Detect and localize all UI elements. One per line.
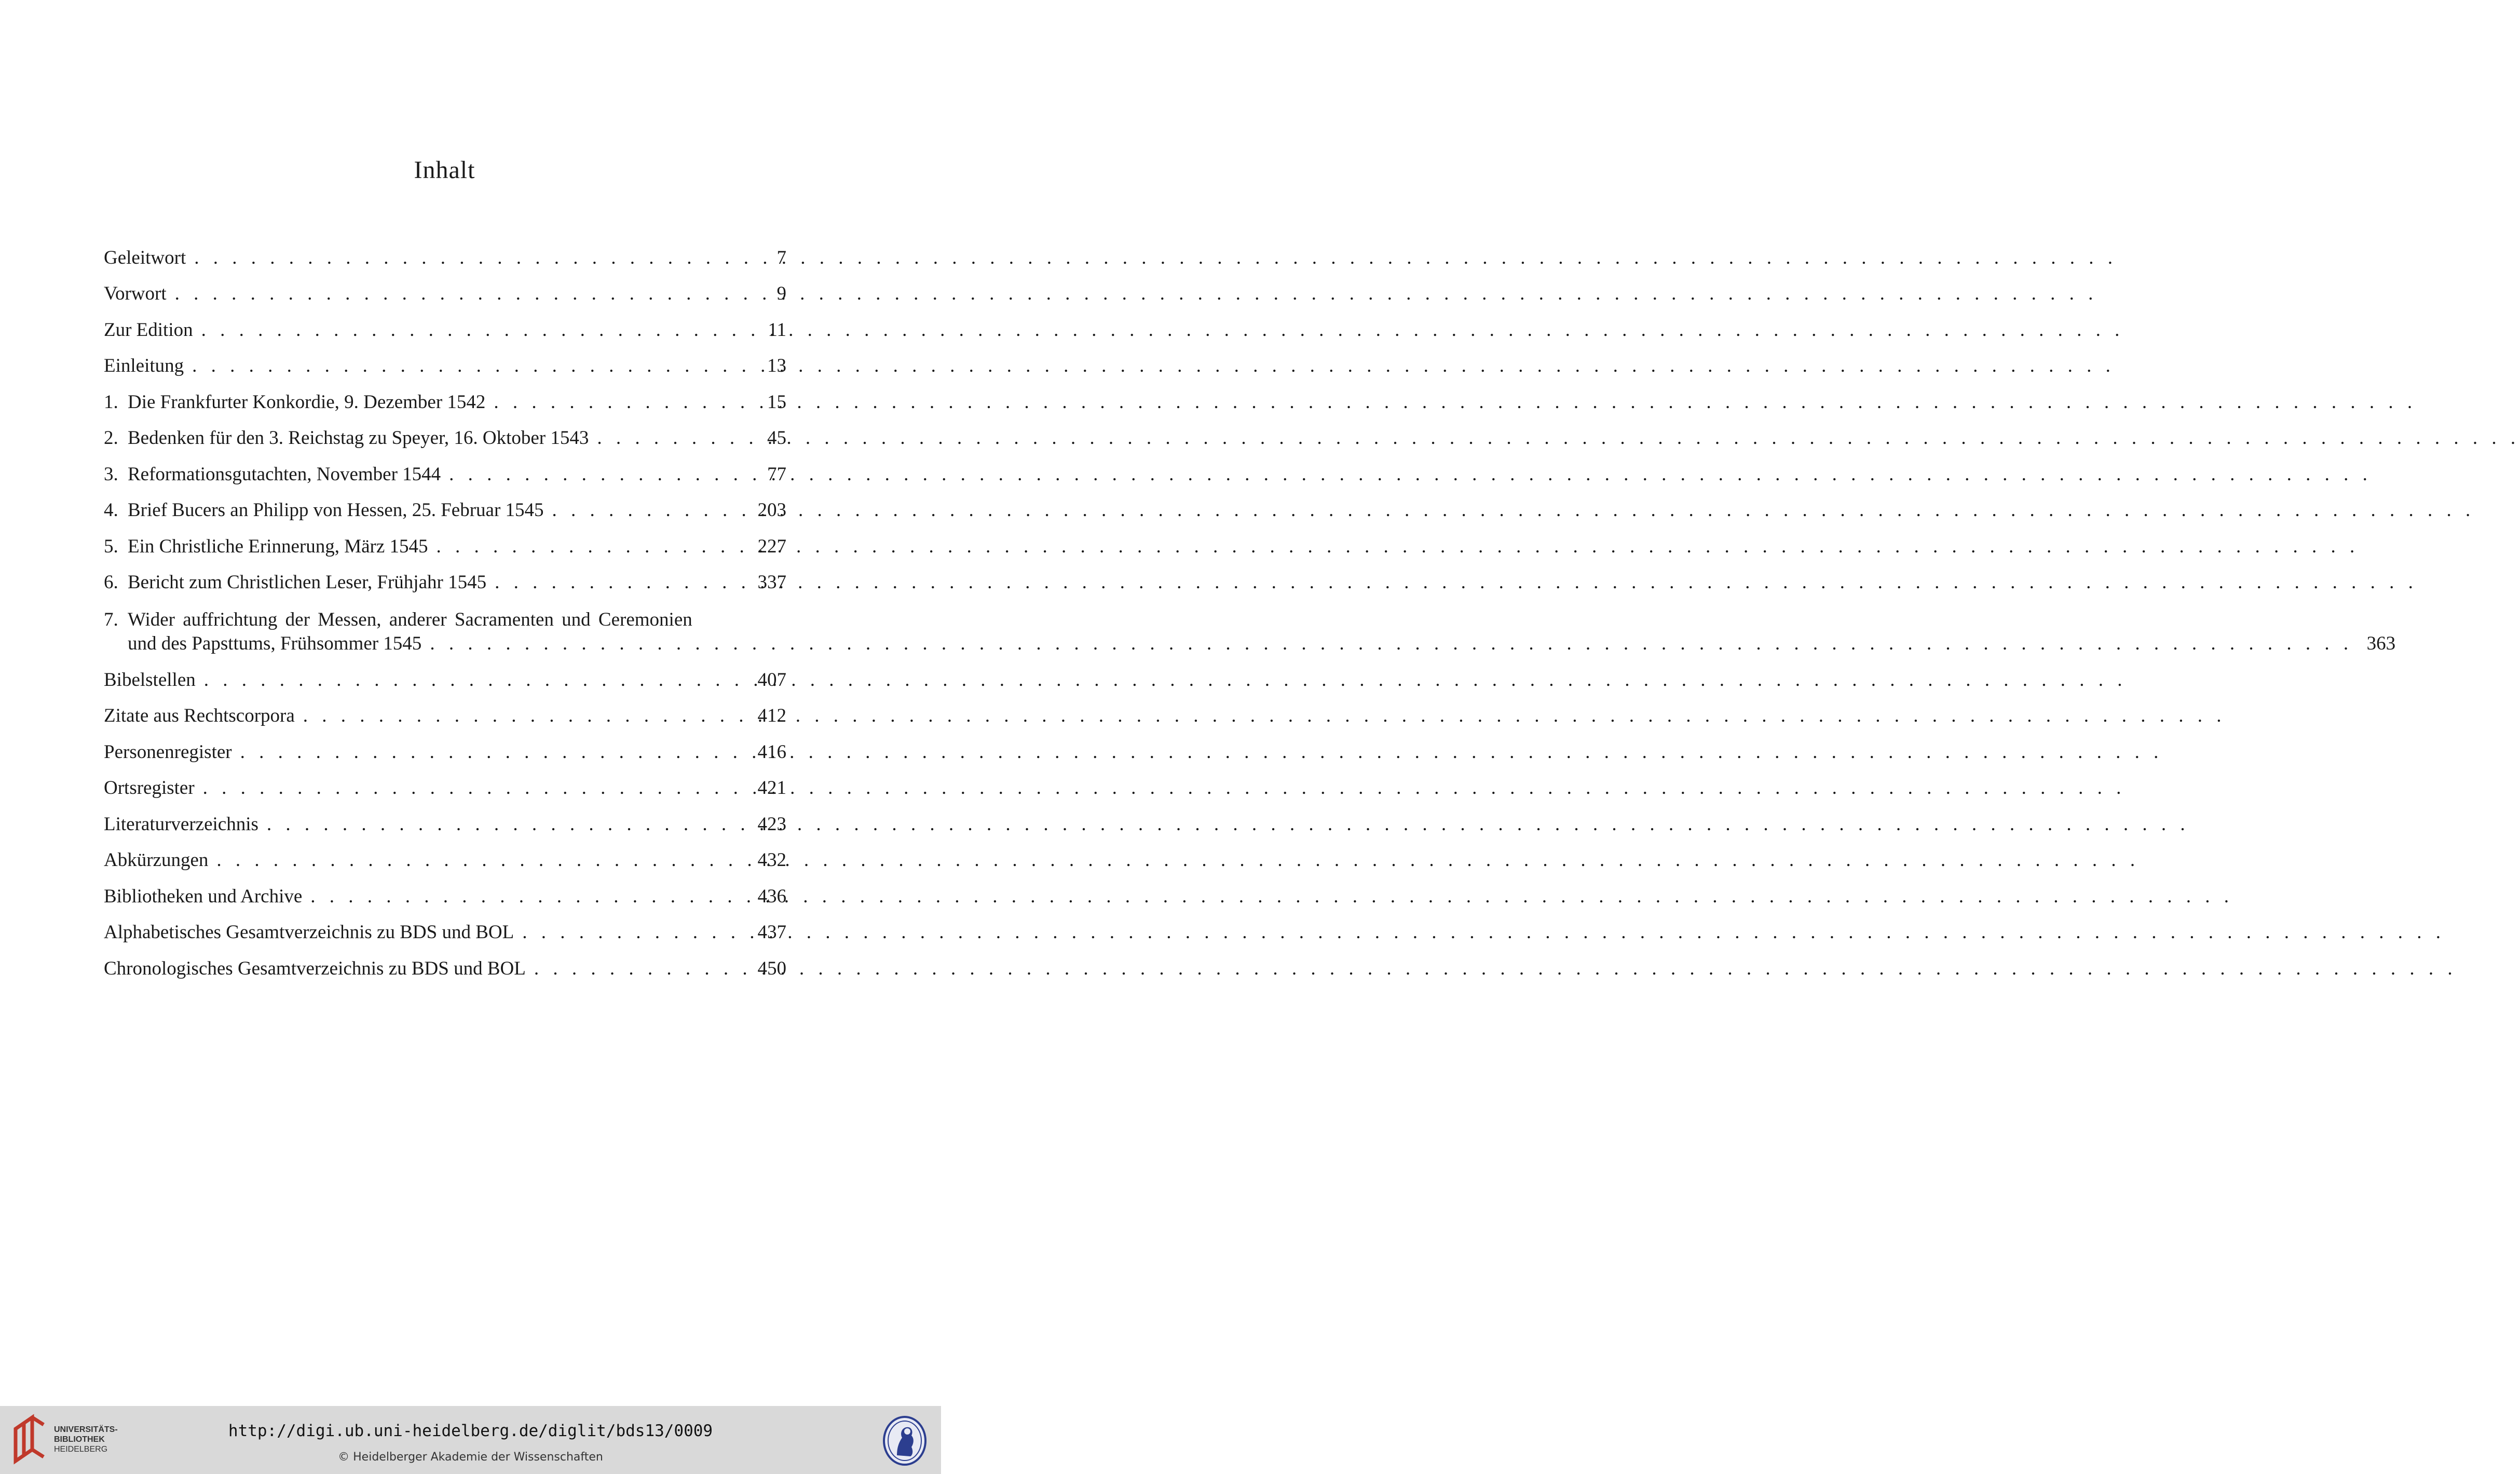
toc-entry-text: Personenregister	[104, 741, 232, 763]
toc-chapter-number: 2.	[104, 427, 118, 449]
toc-entry-text: Zur Edition	[104, 319, 193, 341]
toc-entry-text: Bibliotheken und Archive	[104, 885, 303, 907]
toc-page-number: 77	[767, 463, 786, 485]
toc-page-number: 9	[777, 283, 786, 304]
toc-entry-text: Ein Christliche Erinnerung, März 1545	[128, 535, 428, 557]
toc-entry-ortsregister[interactable]	[104, 764, 786, 801]
toc-entry-zitate[interactable]	[104, 692, 786, 728]
toc-page-number: 227	[757, 535, 786, 557]
toc-entry-chapter-1[interactable]	[104, 378, 786, 414]
library-name-line2: BIBLIOTHEK	[54, 1435, 105, 1444]
toc-page-number: 432	[757, 849, 786, 871]
toc-entry-vorwort[interactable]	[104, 270, 786, 306]
toc-entry-geleitwort[interactable]	[104, 234, 786, 270]
toc-entry-chapter-3[interactable]	[104, 450, 786, 486]
dot-leader	[267, 813, 744, 836]
dot-leader	[310, 885, 744, 909]
toc-entry-text: Alphabetisches Gesamtverzeichnis zu BDS und BOL	[104, 922, 514, 943]
academy-seal-icon[interactable]	[881, 1415, 928, 1467]
toc-page-number: 13	[767, 355, 786, 376]
toc-entry-text: Vorwort	[104, 283, 167, 304]
dot-leader	[597, 426, 744, 450]
toc-page-number: 437	[757, 922, 786, 943]
toc-entry-zur-edition[interactable]	[104, 306, 786, 342]
dot-leader	[303, 704, 744, 728]
toc-page-number: 11	[768, 319, 786, 341]
toc-chapter-number: 3.	[104, 463, 118, 485]
toc-entry-text: Einleitung	[104, 355, 184, 376]
toc-entry-text: Abkürzungen	[104, 849, 209, 871]
toc-entry-bibelstellen[interactable]	[104, 656, 786, 692]
dot-leader	[240, 740, 744, 764]
toc-entry-chapter-6[interactable]	[104, 559, 786, 595]
library-name-line3: HEIDELBERG	[54, 1445, 108, 1454]
toc-entry-chapter-5[interactable]	[104, 522, 786, 559]
toc-entry-text: Bericht zum Christlichen Leser, Frühjahr 1545	[128, 572, 487, 593]
dot-leader	[216, 848, 744, 872]
dot-leader	[495, 571, 744, 594]
dot-leader	[201, 318, 744, 342]
toc-page-number: 421	[757, 777, 786, 799]
toc-chapter-number: 1.	[104, 391, 118, 413]
dot-leader	[194, 246, 744, 270]
toc-entry-text-line2: und des Papsttums, Frühsommer 1545	[128, 633, 422, 654]
toc-entry-alphabetisches[interactable]	[104, 909, 786, 945]
page-title: Inhalt	[414, 156, 475, 184]
toc-entry-personenregister[interactable]	[104, 728, 786, 764]
dot-leader	[204, 668, 744, 692]
toc-entry-chronologisches[interactable]	[104, 944, 786, 981]
toc-entry-text: Bedenken für den 3. Reichstag zu Speyer, 16. Oktober 1543	[128, 427, 589, 449]
toc-entry-chapter-7[interactable]	[104, 594, 2396, 656]
toc-chapter-number: 5.	[104, 535, 118, 557]
toc-entry-chapter-4[interactable]	[104, 486, 786, 523]
toc-page-number: 15	[767, 391, 786, 413]
dot-leader	[430, 632, 2353, 656]
toc-entry-text: Die Frankfurter Konkordie, 9. Dezember 1542	[128, 391, 486, 413]
dot-leader	[534, 957, 744, 981]
toc-entry-bibliotheken[interactable]	[104, 872, 786, 909]
toc-entry-text: Reformationsgutachten, November 1544	[128, 463, 441, 485]
toc-entry-abkuerzungen[interactable]	[104, 836, 786, 873]
toc-entry-line2	[128, 632, 2359, 656]
toc-page-number: 450	[757, 957, 786, 979]
toc-chapter-number: 4.	[104, 499, 118, 521]
toc-page-number: 7	[777, 247, 786, 268]
toc-entry-text: Ortsregister	[104, 777, 195, 799]
dot-leader	[522, 921, 744, 944]
toc-entry-text: Geleitwort	[104, 247, 186, 268]
toc-page-number: 436	[757, 885, 786, 907]
toc-entry-chapter-2[interactable]	[104, 414, 786, 451]
toc-entry-text: Zitate aus Rechtscorpora	[104, 705, 295, 726]
library-name-line1: UNIVERSITÄTS-	[54, 1425, 118, 1434]
toc-page-number: 45	[767, 427, 786, 449]
toc-page-number: 423	[757, 813, 786, 835]
toc-entry-text: Chronologisches Gesamtverzeichnis zu BDS und BOL	[104, 957, 526, 979]
toc-page-number: 203	[757, 499, 786, 521]
viewer-footer	[0, 1406, 941, 1474]
toc-page-number: 407	[757, 669, 786, 691]
table-of-contents	[104, 234, 2396, 981]
dot-leader	[449, 463, 744, 486]
toc-entry-einleitung[interactable]	[104, 342, 786, 378]
copyright-notice: © Heidelberger Akademie der Wissenschaften	[338, 1451, 603, 1464]
dot-leader	[494, 390, 744, 414]
toc-entry-text: Literaturverzeichnis	[104, 813, 258, 835]
toc-page-number: 337	[757, 572, 786, 593]
toc-entry-literaturverzeichnis[interactable]	[104, 800, 786, 836]
toc-entry-multiline	[128, 608, 2359, 656]
toc-page-number: 412	[757, 705, 786, 726]
dot-leader	[552, 498, 744, 522]
toc-entry-text: Brief Bucers an Philipp von Hessen, 25. Februar 1545	[128, 499, 544, 521]
toc-page-number: 363	[2366, 633, 2396, 654]
toc-entry-text-line1: Wider auffrichtung der Messen, anderer Sacramenten und Ceremonien	[128, 609, 692, 630]
toc-entry-text: Bibelstellen	[104, 669, 196, 691]
toc-page-number: 416	[757, 741, 786, 763]
dot-leader	[437, 535, 744, 559]
dot-leader	[192, 354, 744, 378]
dot-leader	[203, 776, 744, 800]
dot-leader	[175, 282, 744, 306]
permalink-url[interactable]: http://digi.ub.uni-heidelberg.de/diglit/bds13/0009	[228, 1422, 713, 1440]
toc-chapter-number: 6.	[104, 572, 118, 593]
toc-chapter-number: 7.	[104, 609, 118, 630]
